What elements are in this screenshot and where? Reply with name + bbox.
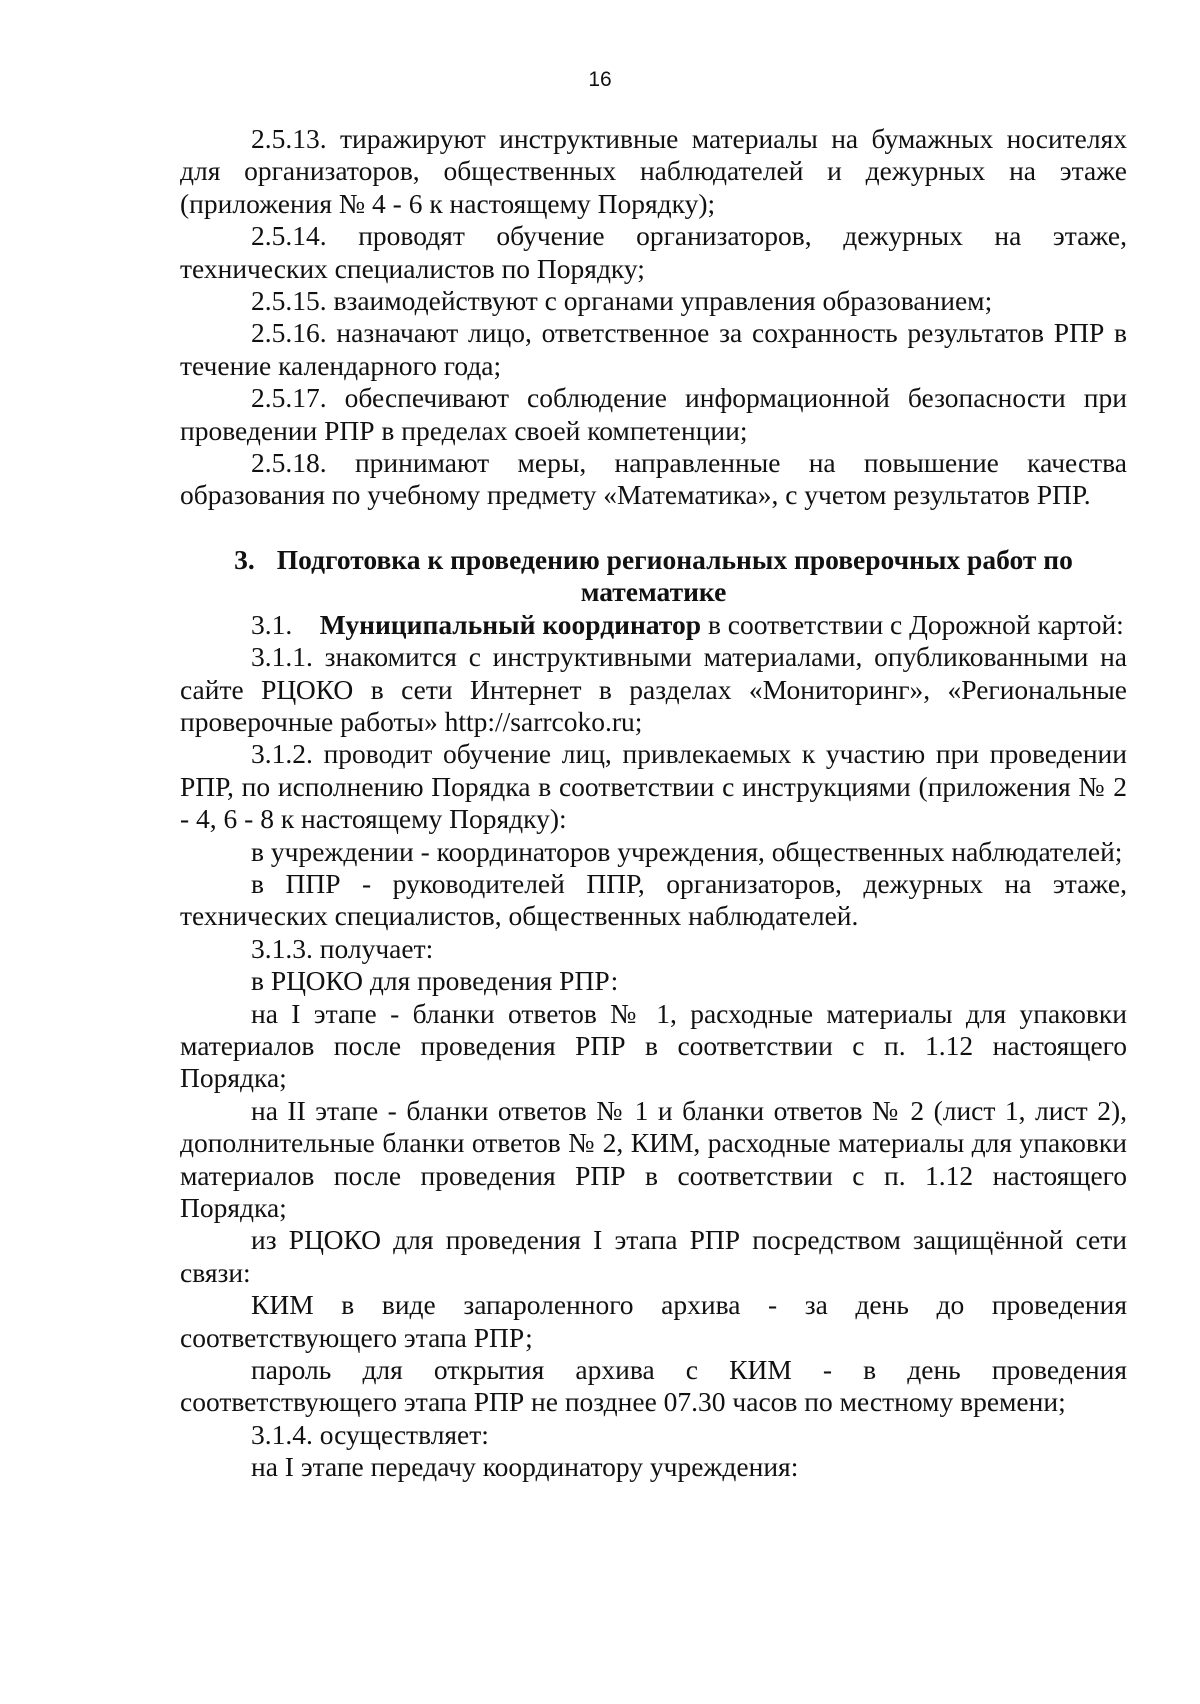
- paragraph-3-1-4: 3.1.4. осуществляет:: [251, 1418, 489, 1450]
- paragraph-text: проводят обучение организаторов, дежурных на этаже, технических специалистов по Порядку;: [180, 220, 1128, 284]
- paragraph-secure-network: из РЦОКО для проведения I этапа РПР посредством защищённой сети связи:: [180, 1224, 1127, 1288]
- section-title: Подготовка к проведению региональных проверочных работ по математике: [276, 543, 1073, 608]
- document-body: [180, 123, 1127, 1484]
- paragraph-password: пароль для открытия архива с КИМ - в день проведения соответствующего этапа РПР не позднее 07.30 часов по местному времени;: [180, 1354, 1127, 1418]
- paragraph-3-1-3: 3.1.3. получает:: [251, 932, 434, 964]
- role-title: Муниципальный координатор: [319, 608, 702, 640]
- paragraph-stage-2: на II этапе - бланки ответов № 1 и бланки ответов № 2 (лист 1, лист 2), дополнительные бланки ответов № 2, КИМ, расходные материалы для упаковки материалов после проведения РПР в соответствии с п. 1.12 настоящего Порядка;: [180, 1094, 1127, 1223]
- paragraph-text: в соответствии с Дорожной картой:: [707, 608, 1124, 640]
- section-number: 3.: [234, 543, 255, 575]
- paragraph-text: принимают меры, направленные на повышение качества образования по учебному предмету «Математика», с учетом результатов РПР.: [180, 447, 1128, 511]
- paragraph-number: 3.1.: [251, 608, 293, 640]
- paragraph-in-ppr: в ППР - руководителей ППР, организаторов, дежурных на этаже, технических специалистов, общественных наблюдателей.: [180, 867, 1127, 932]
- paragraph-kim-archive: КИМ в виде запароленного архива - за день до проведения соответствующего этапа РПР;: [180, 1289, 1127, 1353]
- paragraph-2-5-18: [180, 447, 1127, 512]
- page-number: 16: [588, 68, 612, 91]
- paragraph-2-5-13: [180, 123, 1127, 220]
- paragraph-from-rcoko: в РЦОКО для проведения РПР:: [251, 965, 619, 997]
- paragraph-2-5-14: [180, 220, 1127, 285]
- paragraph-text: обеспечивают соблюдение информационной безопасности при проведении РПР в пределах своей компетенции;: [180, 382, 1127, 446]
- paragraph-2-5-16: [180, 317, 1127, 382]
- paragraph-number: 2.5.16.: [251, 317, 327, 349]
- paragraph-in-institution: в учреждении - координаторов учреждения, общественных наблюдателей;: [251, 835, 1123, 867]
- paragraph-number: 2.5.17.: [251, 382, 327, 414]
- section-heading: [180, 544, 1127, 609]
- paragraph-number: 2.5.14.: [251, 220, 327, 252]
- paragraph-number: 2.5.15.: [251, 285, 327, 317]
- paragraph-2-5-15: [180, 285, 1127, 317]
- paragraph-stage-1: на I этапе - бланки ответов № 1, расходные материалы для упаковки материалов после проведения РПР в соответствии с п. 1.12 настоящего Порядка;: [180, 997, 1127, 1094]
- paragraph-text: назначают лицо, ответственное за сохранность результатов РПР в течение календарного года;: [180, 317, 1128, 381]
- paragraph-2-5-17: [180, 382, 1127, 447]
- paragraph-text: взаимодействуют с органами управления образованием;: [333, 285, 993, 317]
- paragraph-3-1: [180, 609, 1127, 641]
- paragraph-3-1-1: 3.1.1. знакомится с инструктивными материалами, опубликованными на сайте РЦОКО в сети Интернет в разделах «Мониторинг», «Региональные проверочные работы» http://sarrcoko.ru;: [180, 641, 1127, 737]
- paragraph-text: тиражируют инструктивные материалы на бумажных носителях для организаторов, общественных наблюдателей и дежурных на этаже (приложения № 4 - 6 к настоящему Порядку);: [180, 123, 1128, 219]
- paragraph-stage-1-transfer: на I этапе передачу координатору учреждения:: [251, 1451, 799, 1483]
- paragraph-number: 2.5.18.: [251, 447, 327, 479]
- paragraph-number: 2.5.13.: [251, 123, 327, 154]
- paragraph-3-1-2: 3.1.2. проводит обучение лиц, привлекаемых к участию при проведении РПР, по исполнению Порядка в соответствии с инструкциями (приложения № 2 - 4, 6 - 8 к настоящему Порядку):: [180, 738, 1127, 835]
